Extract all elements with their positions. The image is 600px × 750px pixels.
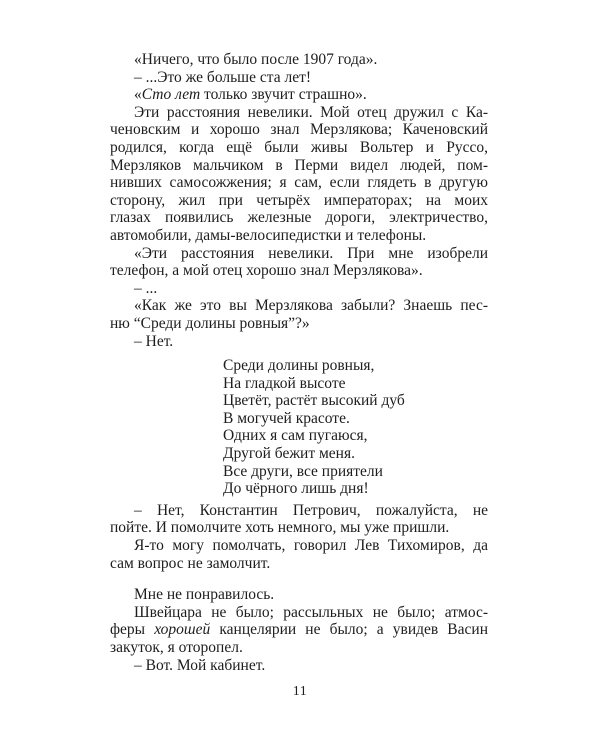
text-line: [110, 537, 488, 555]
poem-line: В могучей красоте.: [223, 409, 350, 427]
text-line: [110, 174, 488, 192]
paragraph: [110, 86, 488, 104]
poem-line: Другой бежит меня.: [223, 445, 355, 463]
text-segment: феры: [110, 621, 155, 639]
paragraph: [110, 69, 488, 87]
paragraph: [110, 657, 488, 675]
text-segment: ченовским и хорошо знал Мерзлякова; Каченовский: [110, 121, 488, 139]
paragraph: [110, 586, 488, 604]
paragraph: [110, 51, 488, 69]
text-line: [110, 604, 488, 622]
text-segment: родился, когда ещё были живы Вольтер и Руссо,: [110, 138, 488, 156]
text-segment: – Вот. Мой кабинет.: [134, 656, 266, 674]
text-segment: ню “Среди долины ровныя”?»: [110, 314, 310, 332]
paragraph: [110, 502, 488, 537]
text-line: [110, 502, 488, 520]
text-line: [110, 121, 488, 139]
text-segment: телефон, а мой отец хорошо знал Мерзлякова».: [110, 262, 423, 280]
poem-line: Одних я сам пугаюся,: [223, 427, 368, 445]
text-line: [110, 621, 488, 639]
text-segment: нивших самосожжения; я сам, если глядеть в другую: [110, 174, 488, 192]
poem-line: Цветёт, растёт высокий дуб: [223, 392, 405, 410]
text-line: [110, 157, 488, 175]
paragraph: [110, 297, 488, 332]
text-line: [110, 280, 488, 298]
text-segment: Швейцара не было; рассыльных не было; атмос-: [134, 603, 488, 621]
text-segment: «Как же это вы Мерзлякова забыли? Знаешь пес-: [134, 297, 488, 315]
text-segment: автомобили, дамы-велосипедистки и телефоны.: [110, 226, 427, 244]
text-line: [110, 139, 488, 157]
paragraph: [110, 604, 488, 657]
text-segment: Мне не понравилось.: [134, 586, 275, 604]
text-line: [110, 245, 488, 263]
italic-text: Сто лет: [141, 86, 201, 104]
text-line: [110, 297, 488, 315]
text-segment: закуток, я оторопел.: [110, 639, 243, 656]
text-line: [110, 192, 488, 210]
text-segment: сам вопрос не замолчит.: [110, 554, 271, 572]
text-line: [110, 555, 488, 573]
text-segment: только звучит страшно».: [200, 86, 367, 104]
text-segment: Эти расстояния невелики. Мой отец дружил с Ка-: [134, 103, 488, 121]
poem-line: Среди долины ровныя,: [223, 357, 375, 375]
text-segment: глазах появились железные дороги, электричество,: [110, 209, 488, 227]
paragraph: [110, 537, 488, 572]
text-line: [110, 227, 488, 245]
text-block: [110, 51, 488, 674]
text-line: [110, 315, 488, 333]
text-segment: «Ничего, что было после 1907 года».: [134, 51, 378, 68]
paragraph: [110, 280, 488, 298]
text-line: [110, 69, 488, 87]
text-line: [110, 639, 488, 657]
text-line: [110, 657, 488, 675]
text-line: [110, 209, 488, 227]
paragraph: [110, 245, 488, 280]
text-segment: сторону, жил при четырёх императорах; на моих: [110, 191, 488, 209]
paragraph: [110, 333, 488, 351]
text-line: [110, 51, 488, 69]
text-segment: Я-то могу помолчать, говорил Лев Тихомиров, да: [134, 537, 488, 555]
text-segment: «: [134, 86, 142, 104]
text-segment: – Нет.: [134, 332, 174, 350]
text-line: [110, 86, 488, 104]
text-segment: – ...Это же больше ста лет!: [134, 68, 312, 86]
poem-block: [223, 357, 488, 498]
page-number: 11: [292, 684, 308, 699]
poem-line: На гладкой высоте: [223, 374, 346, 392]
text-line: [110, 104, 488, 122]
paragraph: [110, 104, 488, 245]
text-segment: – ...: [134, 279, 158, 297]
italic-text: хорошей: [154, 621, 211, 639]
text-segment: Мерзляков мальчиком в Перми видел людей, пом-: [110, 156, 488, 174]
text-segment: – Нет, Константин Петрович, пожалуйста, не: [134, 501, 488, 519]
poem-line: Все други, все приятели: [223, 462, 383, 480]
text-line: [110, 262, 488, 280]
text-segment: «Эти расстояния невелики. При мне изобрели: [134, 244, 488, 262]
text-line: [110, 333, 488, 351]
text-segment: пойте. И помолчите хоть немного, мы уже пришли.: [110, 519, 450, 537]
text-line: [110, 586, 488, 604]
poem-line: До чёрного лишь дня!: [223, 480, 369, 498]
text-segment: канцелярии не было; а увидев Васин: [210, 621, 488, 639]
text-line: [110, 519, 488, 537]
paragraph-spacer: [110, 572, 488, 586]
